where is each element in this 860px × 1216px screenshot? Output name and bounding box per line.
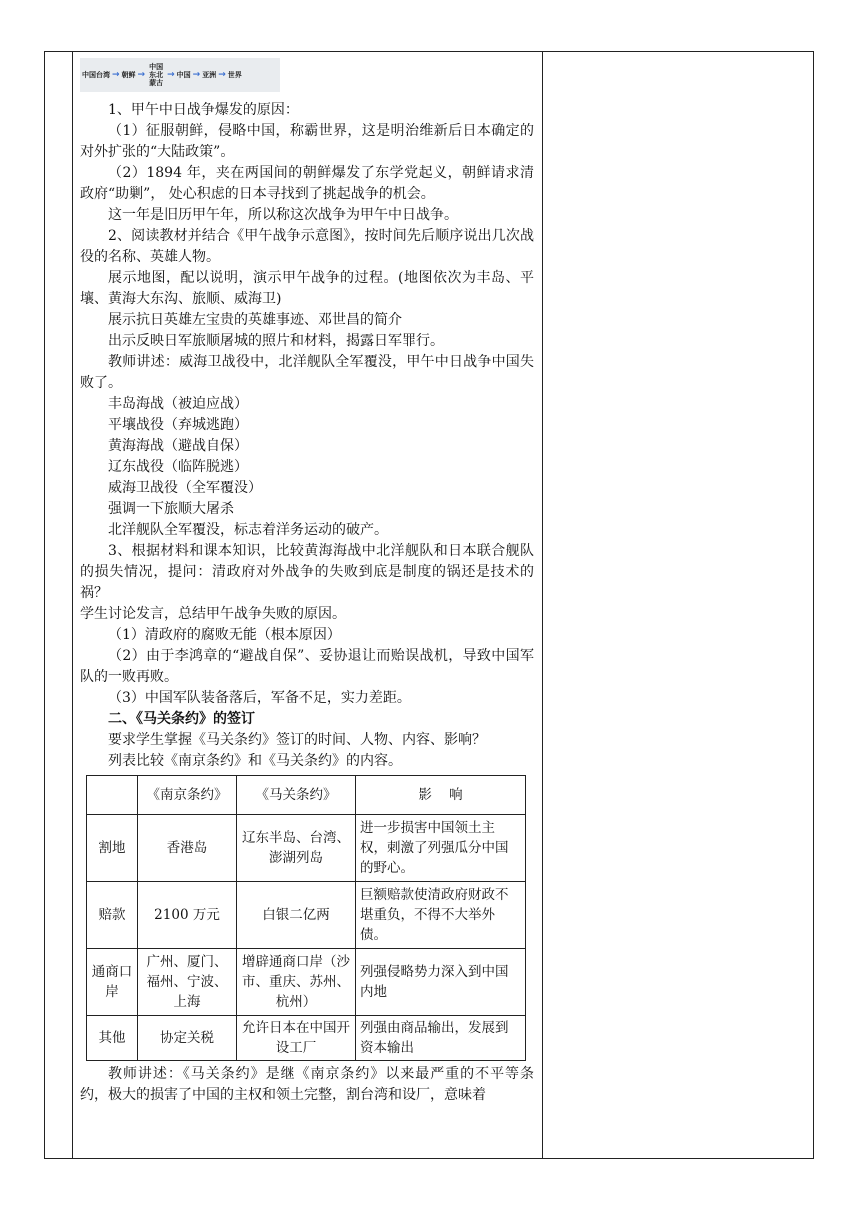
table-cell: 通商口岸 — [87, 949, 138, 1016]
table-row — [87, 1016, 526, 1061]
table-cell: 允许日本在中国开设工厂 — [237, 1016, 356, 1061]
arrow-right-icon: → — [112, 70, 120, 80]
table-row — [87, 882, 526, 949]
paragraph: （2）1894 年，夹在两国间的朝鲜爆发了东学党起义，朝鲜请求清政府“助剿”， 处心积虑的日本寻找到了挑起战争的机会。 — [80, 165, 534, 202]
section-heading: 二、《马关条约》的签订 — [108, 711, 255, 727]
treaty-comparison-table — [86, 775, 526, 1061]
arrow-right-icon: → — [218, 70, 226, 80]
paragraph: 这一年是旧历甲午年，所以称这次战争为甲午中日战争。 — [108, 207, 458, 223]
battle-item: 威海卫战役（全军覆没） — [108, 480, 262, 496]
paragraph: （1）征服朝鲜，侵略中国，称霸世界，这是明治维新后日本确定的对外扩张的“大陆政策”。 — [80, 123, 534, 160]
table-header-cell — [87, 776, 138, 815]
table-header-row — [87, 776, 526, 815]
paragraph: 教师讲述：《马关条约》是继《南京条约》以来最严重的不平等条约，极大的损害了中国的主权和领土完整，割台湾和设厂，意味着 — [80, 1066, 534, 1103]
column-divider-right — [542, 51, 543, 1159]
table-cell: 列强侵略势力深入到中国内地 — [356, 949, 526, 1016]
paragraph: （1）清政府的腐败无能（根本原因） — [108, 627, 341, 643]
lesson-content — [80, 58, 534, 1106]
battle-item: 辽东战役（临阵脱逃） — [108, 459, 248, 475]
paragraph: 展示抗日英雄左宝贵的英雄事迹、邓世昌的简介 — [108, 312, 402, 328]
table-cell: 协定关税 — [138, 1016, 237, 1061]
arrow-right-icon: → — [167, 70, 175, 80]
flow-node: 亚洲 — [202, 71, 217, 79]
table-row — [87, 815, 526, 882]
table-row — [87, 949, 526, 1016]
table-cell: 进一步损害中国领土主权，刺激了列强瓜分中国的野心。 — [356, 815, 526, 882]
table-header-cell: 《马关条约》 — [237, 776, 356, 815]
paragraph: 要求学生掌握《马关条约》签订的时间、人物、内容、影响？ — [108, 732, 486, 748]
paragraph: 1、甲午中日战争爆发的原因： — [108, 102, 299, 118]
table-cell: 赔款 — [87, 882, 138, 949]
flow-node: 中国 — [176, 71, 191, 79]
table-cell: 割地 — [87, 815, 138, 882]
flow-node: 朝鲜 — [121, 71, 136, 79]
paragraph: （3）中国军队装备落后，军备不足，实力差距。 — [108, 690, 411, 706]
table-cell: 广州、厦门、福州、宁波、上海 — [138, 949, 237, 1016]
paragraph: 强调一下旅顺大屠杀 — [108, 501, 234, 517]
table-cell: 列强由商品输出，发展到资本输出 — [356, 1016, 526, 1061]
battle-item: 黄海海战（避战自保） — [108, 438, 248, 454]
arrow-right-icon: → — [192, 70, 201, 80]
paragraph: 北洋舰队全军覆没，标志着洋务运动的破产。 — [108, 522, 388, 538]
paragraph: 教师讲述：威海卫战役中，北洋舰队全军覆没，甲午中日战争中国失败了。 — [80, 354, 534, 391]
flow-node: 中国台湾 — [82, 71, 110, 79]
table-header-cell: 影 响 — [356, 776, 526, 815]
table-cell: 2100 万元 — [138, 882, 237, 949]
table-cell: 辽东半岛、台湾、澎湖列岛 — [237, 815, 356, 882]
battle-item: 丰岛海战（被迫应战） — [108, 396, 248, 412]
flow-node: 世界 — [227, 71, 242, 79]
table-header-cell: 《南京条约》 — [138, 776, 237, 815]
table-cell: 巨额赔款使清政府财政不堪重负，不得不大举外债。 — [356, 882, 526, 949]
expansion-flow-diagram — [80, 58, 280, 92]
table-cell: 白银二亿两 — [237, 882, 356, 949]
paragraph: （2）由于李鸿章的“避战自保”、妥协退让而贻误战机，导致中国军队的一败再败。 — [80, 648, 534, 685]
table-cell: 增辟通商口岸（沙市、重庆、苏州、杭州） — [237, 949, 356, 1016]
battle-item: 平壤战役（弃城逃跑） — [108, 417, 248, 433]
paragraph: 展示地图，配以说明，演示甲午战争的过程。(地图依次为丰岛、平壤、黄海大东沟、旅顺、威海卫) — [80, 270, 534, 307]
flow-node: 中国东北蒙古 — [149, 63, 164, 87]
paragraph: 2、阅读教材并结合《甲午战争示意图》，按时间先后顺序说出几次战役的名称、英雄人物。 — [80, 228, 534, 265]
table-cell: 其他 — [87, 1016, 138, 1061]
paragraph: 3、根据材料和课本知识，比较黄海海战中北洋舰队和日本联合舰队的损失情况，提问：清政府对外战争的失败到底是制度的锅还是技术的祸？ — [80, 543, 534, 601]
paragraph: 列表比较《南京条约》和《马关条约》的内容。 — [108, 753, 402, 769]
arrow-right-icon: → — [137, 70, 146, 80]
paragraph: 出示反映日军旅顺屠城的照片和材料，揭露日军罪行。 — [108, 333, 444, 349]
paragraph: 学生讨论发言，总结甲午战争失败的原因。 — [80, 606, 346, 622]
table-cell: 香港岛 — [138, 815, 237, 882]
column-divider-left — [72, 51, 73, 1159]
